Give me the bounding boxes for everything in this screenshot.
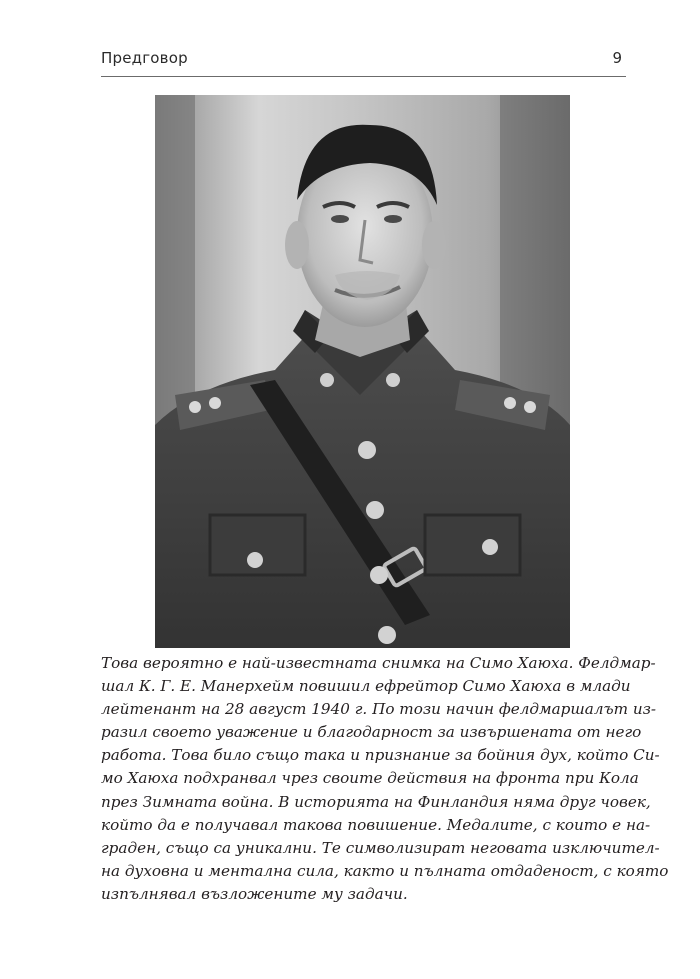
page-number: 9 [612,49,622,67]
caption-line: разил своето уважение и благодарност за извършената от него [101,723,642,742]
caption-line: шал К. Г. Е. Манерхейм повишил ефрейтор Симо Хаюха в млади [101,677,631,696]
caption-line: на духовна и ментална сила, както и пълната отдаденост, с която [101,861,669,880]
photo-caption [101,652,669,906]
header-divider [101,76,626,77]
caption-line: изпълнявал възложените му задачи. [101,884,408,903]
portrait-photo [155,95,570,648]
caption-line: който да е получавал такова повишение. Медалите, с които е на- [101,815,651,834]
caption-line: Това вероятно е най-известната снимка на Симо Хаюха. Фелдмар- [101,654,656,672]
portrait-illustration [155,95,570,648]
caption-line: през Зимната война. В историята на Финландия няма друг човек, [101,792,651,811]
caption-line: граден, също са уникални. Те символизират неговата изключител- [101,838,660,857]
caption-line: мо Хаюха подхранвал чрез своите действия на фронта при Кола [101,769,639,788]
section-title: Предговор [101,49,188,67]
caption-line: лейтенант на 28 август 1940 г. По този начин фелдмаршалът из- [101,700,657,719]
running-header [101,49,626,71]
caption-line: работа. Това било също така и признание за бойния дух, който Си- [101,746,660,765]
